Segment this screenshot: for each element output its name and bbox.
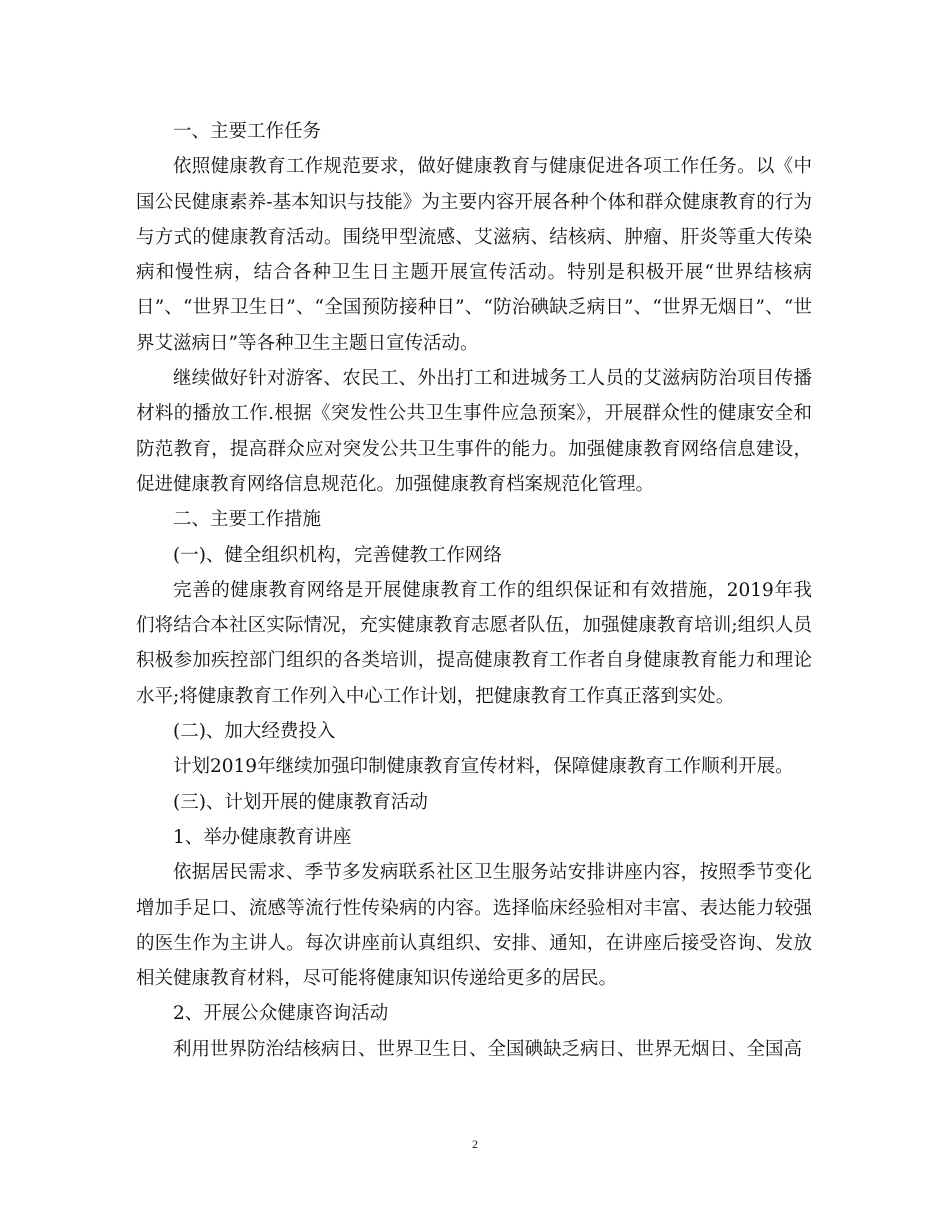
item-heading-consultation: 2、开展公众健康咨询活动 [173, 1003, 389, 1025]
section-heading-main-measures: 二、主要工作措施 [173, 509, 322, 531]
paragraph-lectures: 依据居民需求、季节多发病联系社区卫生服务站安排讲座内容，按照季节变化增加手足口、流感等流行性传染病的内容。选择临床经验相对丰富、表达能力较强的医生作为主讲人。每次讲座前认真组织、安排、通知，在讲座后接受咨询、发放相关健康教育材料，尽可能将健康知识传递给更多的居民。 [136, 862, 812, 990]
subheading-planned-activities: (三)、计划开展的健康教育活动 [173, 791, 428, 813]
page-number: 2 [472, 1137, 478, 1151]
paragraph-funding-plan: 计划2019年继续加强印制健康教育宣传材料，保障健康教育工作顺利开展。 [173, 756, 794, 778]
subheading-funding: (二)、加大经费投入 [173, 721, 336, 743]
paragraph-education-network: 完善的健康教育网络是开展健康教育工作的组织保证和有效措施，2019年我们将结合本社区实际情况，充实健康教育志愿者队伍，加强健康教育培训;组织人员积极参加疾控部门组织的各类培训，提高健康教育工作者自身健康教育能力和理论水平;将健康教育工作列入中心工作计划，把健康教育工作真正落到实处。 [136, 579, 812, 707]
section-heading-main-tasks: 一、主要工作任务 [173, 121, 322, 142]
paragraph-consultation: 利用世界防治结核病日、世界卫生日、全国碘缺乏病日、世界无烟日、全国高 [173, 1038, 803, 1060]
paragraph-health-education-tasks: 依照健康教育工作规范要求，做好健康教育与健康促进各项工作任务。以《中国公民健康素养-基本知识与技能》为主要内容开展各种个体和群众健康教育的行为与方式的健康教育活动。围绕甲型流感、艾滋病、结核病、肿瘤、肝炎等重大传染病和慢性病，结合各种卫生日主题开展宣传活动。特别是积极开展“世界结核病日”、“世界卫生日”、“全国预防接种日”、“防治碘缺乏病日”、“世界无烟日”、“世界艾滋病日”等各种卫生主题日宣传活动。 [136, 156, 812, 354]
document-body [136, 114, 812, 1067]
paragraph-aids-prevention: 继续做好针对游客、农民工、外出打工和进城务工人员的艾滋病防治项目传播材料的播放工作.根据《突发性公共卫生事件应急预案》，开展群众性的健康安全和防范教育，提高群众应对突发公共卫生事件的能力。加强健康教育网络信息建设，促进健康教育网络信息规范化。加强健康教育档案规范化管理。 [136, 368, 812, 495]
item-heading-lectures: 1、举办健康教育讲座 [173, 826, 352, 848]
subheading-organization: (一)、健全组织机构，完善健教工作网络 [173, 544, 502, 566]
